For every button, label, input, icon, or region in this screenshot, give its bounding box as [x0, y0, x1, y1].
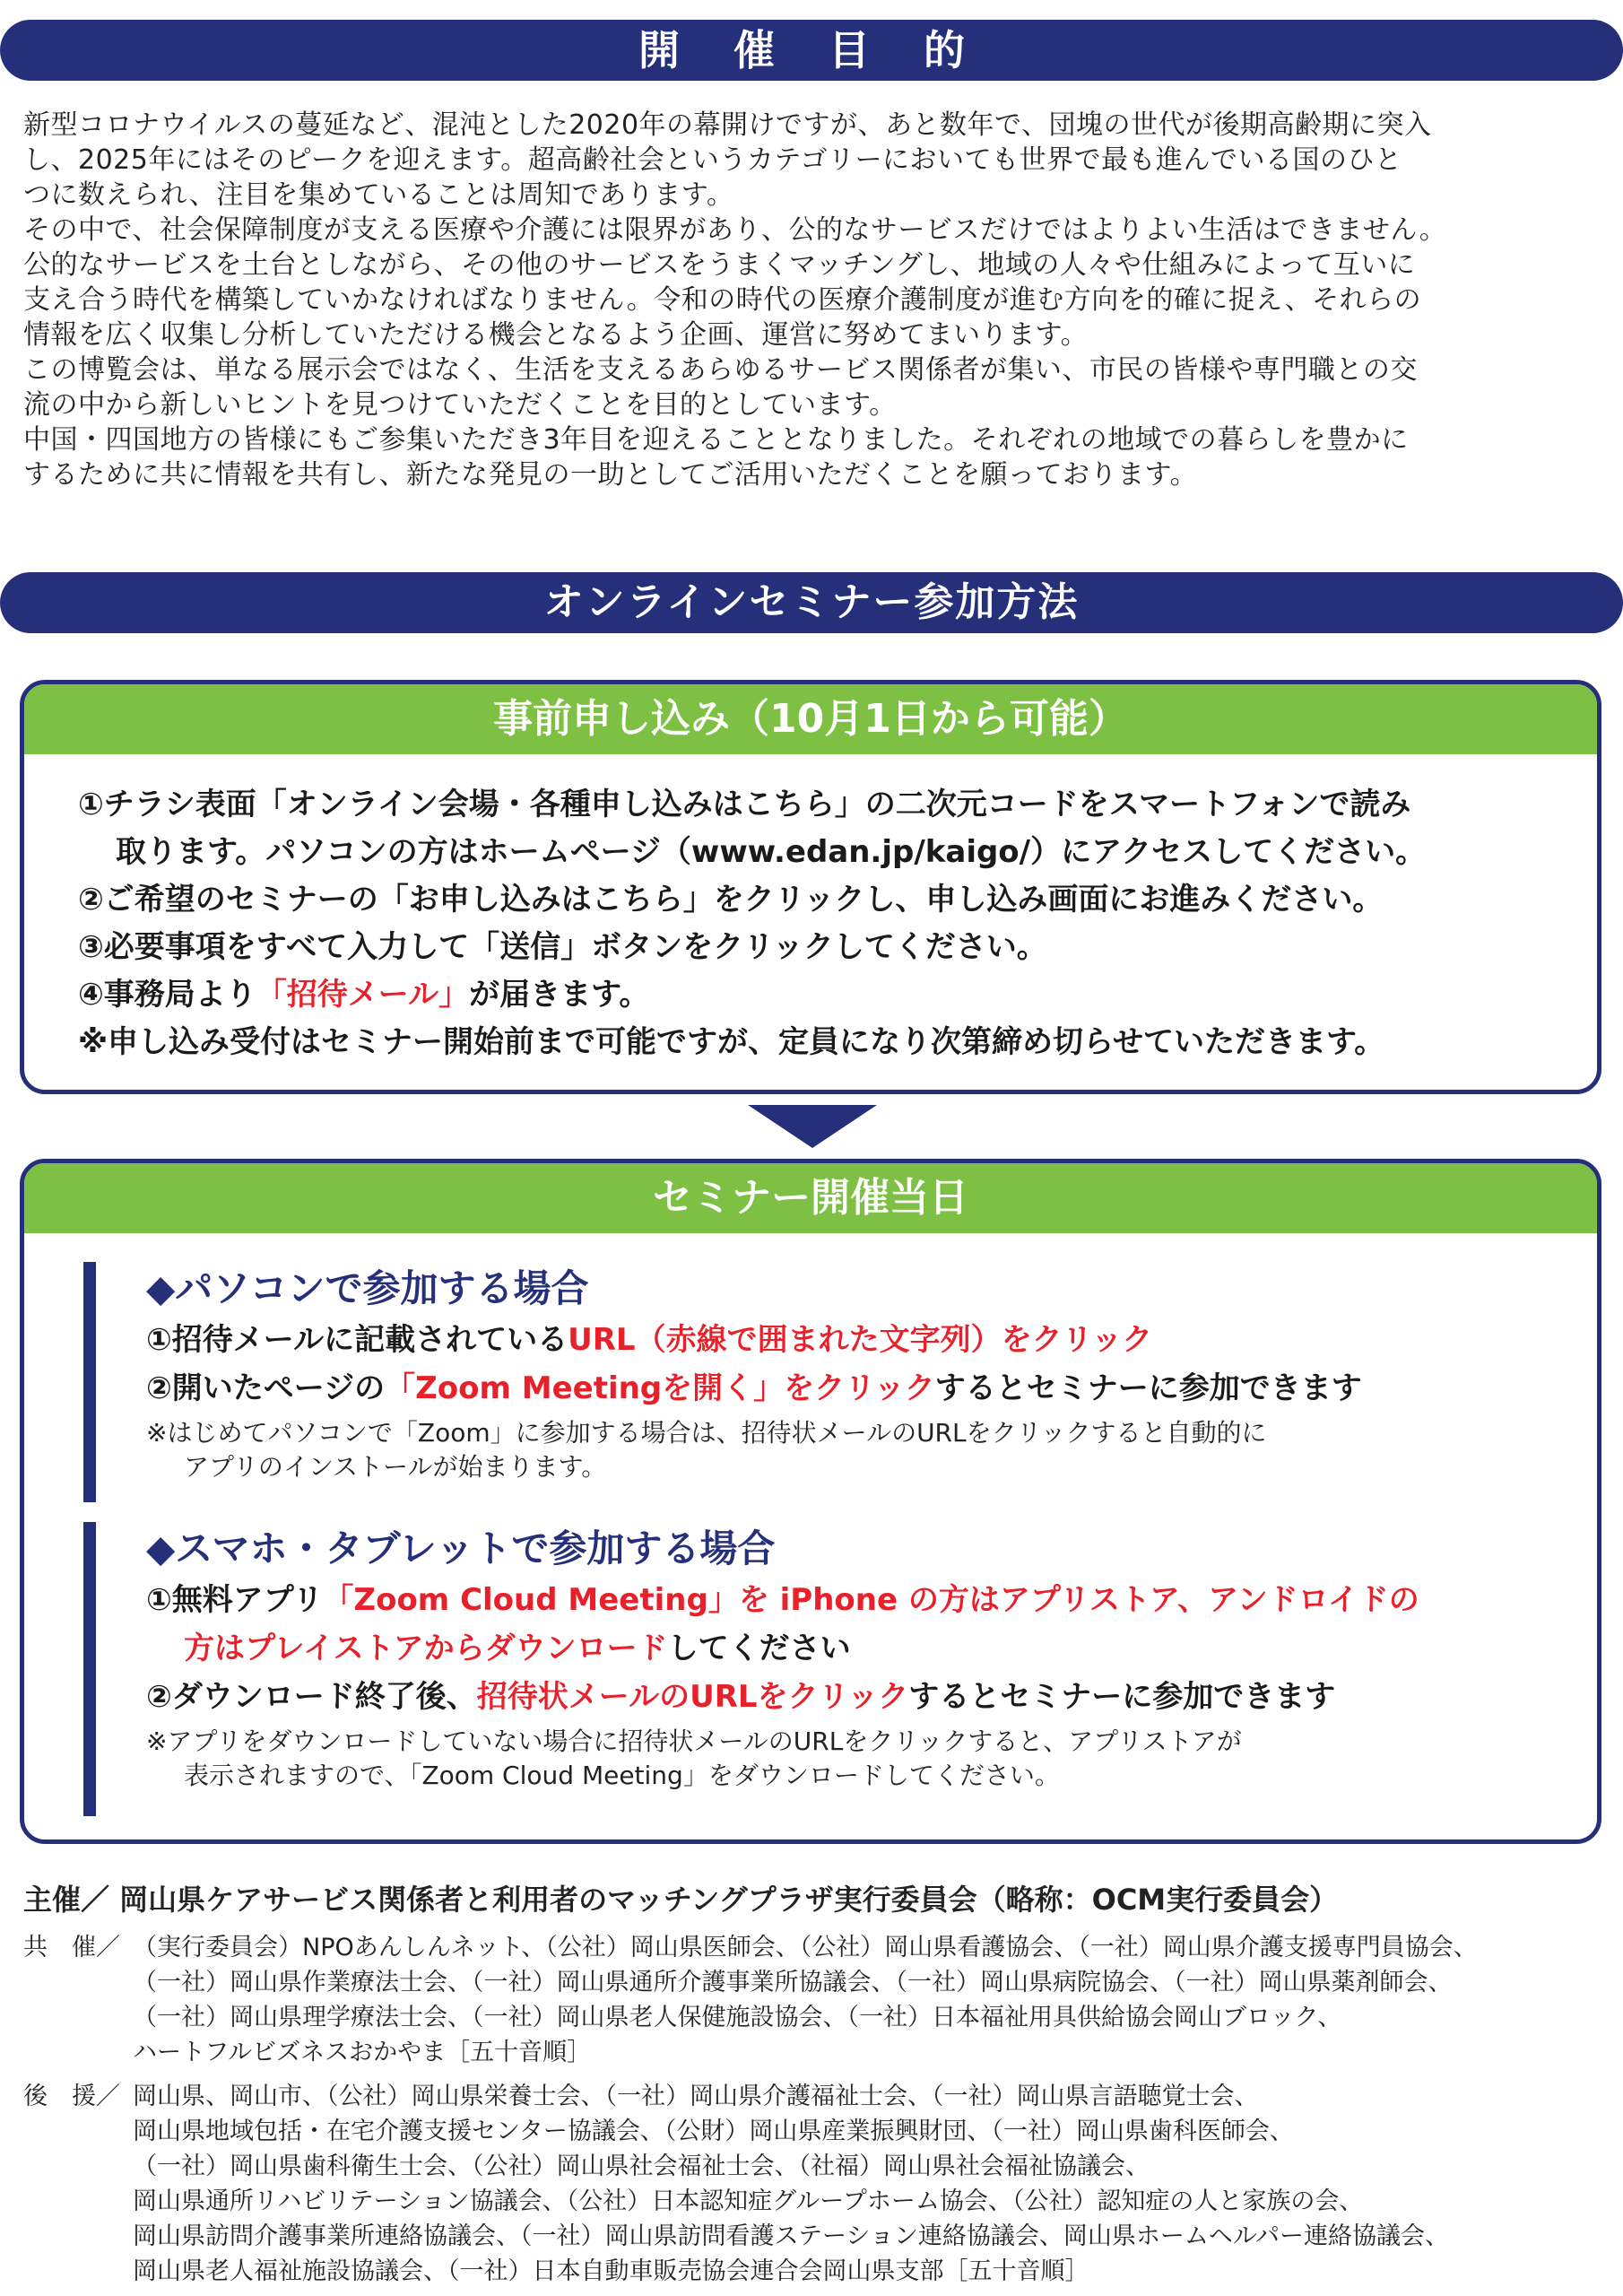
- support-group: [23, 2079, 1610, 2289]
- cosponsor-line: （一社）岡山県理学療法士会、（一社）岡山県老人保健施設協会、（一社）日本福祉用具供給協会岡山ブロック、: [133, 2004, 1342, 2031]
- down-arrow-icon: [748, 1105, 877, 1148]
- pc-section-title: ◆パソコンで参加する場合: [146, 1266, 589, 1310]
- sp-step-1-cont-highlight: 方はプレイストアからダウンロード: [184, 1631, 668, 1666]
- step-1-cont: 取ります。パソコンの方はホームページ（www.edan.jp/kaigo/）にアクセスしてください。: [116, 834, 1427, 870]
- pc-section: [83, 1262, 1590, 1502]
- pc-step-2: [146, 1364, 1590, 1413]
- preregistration-box: [20, 680, 1601, 1094]
- support-label: 後 援／: [23, 2083, 120, 2110]
- sp-step-1: [146, 1576, 1590, 1624]
- supporter-line: 岡山県訪問介護事業所連絡協議会、（一社）岡山県訪問看護ステーション連絡協議会、岡山県ホームヘルパー連絡協議会、: [133, 2222, 1449, 2250]
- purpose-paragraph: [23, 213, 1601, 352]
- sp-note-line-2: 表示されますので、「Zoom Cloud Meeting」をダウンロードしてください。: [184, 1761, 1060, 1790]
- purpose-paragraph: [23, 422, 1601, 492]
- sp-step-1-cont-suffix: してください: [667, 1631, 851, 1666]
- sp-note-line-1: ※アプリをダウンロードしていない場合に招待状メールのURLをクリックすると、アプリストアが: [146, 1726, 1242, 1756]
- pc-step-1: [146, 1316, 1590, 1364]
- cosponsor-line: ハートフルビズネスおかやま［五十音順］: [133, 2039, 592, 2066]
- step-4-prefix: ④事務局より: [78, 977, 256, 1013]
- text-line: 中国・四国地方の皆様にもご参集いただき3年目を迎えることとなりました。それぞれの地域での暮らしを豊かに: [23, 424, 1409, 456]
- smartphone-section-title: ◆スマホ・タブレットで参加する場合: [146, 1526, 776, 1570]
- footer-credits: [23, 1878, 1610, 2289]
- sp-step-2-highlight: 招待状メールのURLをクリック: [476, 1679, 909, 1715]
- supporter-line: （一社）岡山県歯科衛生士会、（公社）岡山県社会福祉士会、（社福）岡山県社会福祉協議会、: [133, 2152, 1150, 2180]
- supporter-line: 岡山県通所リハビリテーション協議会、（公社）日本認知症グループホーム協会、（公社）認知症の人と家族の会、: [133, 2187, 1364, 2215]
- sp-step-2-prefix: ②ダウンロード終了後、: [146, 1679, 477, 1715]
- text-line: その中で、社会保障制度が支える医療や介護には限界があり、公的なサービスだけではよりよい生活はできません。: [23, 214, 1447, 246]
- step-4-suffix: が届きます。: [469, 977, 650, 1013]
- text-line: 流の中から新しいヒントを見つけていただくことを目的としています。: [23, 389, 897, 421]
- text-line: つに数えられ、注目を集めていることは周知であります。: [23, 179, 734, 211]
- cosponsor-label: 共 催／: [23, 1934, 120, 1961]
- supporter-line: 岡山県老人福祉施設協議会、（一社）日本自動車販売協会連合会岡山県支部［五十音順］: [133, 2257, 1089, 2285]
- text-line: するために共に情報を共有し、新たな発見の一助としてご活用いただくことを願っております。: [23, 459, 1198, 491]
- text-line: 情報を広く収集し分析していただける機会となるよう企画、運営に努めてまいります。: [23, 319, 1089, 351]
- sp-step-1-prefix: ①無料アプリ: [146, 1582, 324, 1618]
- purpose-heading-banner: 開 催 目 的: [0, 20, 1623, 81]
- support-list: [133, 2079, 1449, 2289]
- supporter-line: 岡山県、岡山市、（公社）岡山県栄養士会、（一社）岡山県介護福祉士会、（一社）岡山県言語聴覚士会、: [133, 2083, 1259, 2110]
- cosponsor-line: （実行委員会）NPOあんしんネット、（公社）岡山県医師会、（公社）岡山県看護協会、（一社）岡山県介護支援専門員協会、: [133, 1934, 1478, 1961]
- step-4: [78, 971, 1597, 1019]
- pc-step-2-highlight: 「Zoom Meetingを開く」をクリック: [385, 1370, 935, 1406]
- pc-step-2-suffix: するとセミナーに参加できます: [934, 1370, 1362, 1406]
- preregistration-heading: 事前申し込み（10月1日から可能）: [24, 684, 1597, 754]
- section-bar: [83, 1262, 96, 1502]
- pc-note-line-1: ※はじめてパソコンで「Zoom」に参加する場合は、招待状メールのURLをクリックすると自動的に: [146, 1418, 1267, 1448]
- sp-step-1-cont: [146, 1624, 1590, 1673]
- preregistration-steps: [24, 754, 1597, 1066]
- purpose-text: [23, 108, 1601, 492]
- invite-mail-highlight: 「招待メール」: [256, 977, 470, 1013]
- seminar-day-box: [20, 1159, 1601, 1844]
- cosponsor-line: （一社）岡山県作業療法士会、（一社）岡山県通所介護事業所協議会、（一社）岡山県病院協会、（一社）岡山県薬剤師会、: [133, 1969, 1453, 1996]
- text-line: 公的なサービスを土台としながら、その他のサービスをうまくマッチングし、地域の人々や仕組みによって互いに: [23, 249, 1416, 281]
- cosponsor-group: [23, 1930, 1610, 2070]
- supporter-line: 岡山県地域包括・在宅介護支援センター協議会、（公財）岡山県産業振興財団、（一社）岡山県歯科医師会、: [133, 2118, 1294, 2145]
- pc-step-1-highlight: URL（赤線で囲まれた文字列）をクリック: [568, 1322, 1153, 1358]
- registration-note: ※申し込み受付はセミナー開始前まで可能ですが、定員になり次第締め切らせていただきます。: [78, 1024, 1385, 1060]
- pc-step-2-prefix: ②開いたページの: [146, 1370, 386, 1406]
- cosponsor-list: [133, 1930, 1478, 2070]
- step-3: ③必要事項をすべて入力して「送信」ボタンをクリックしてください。: [78, 929, 1047, 965]
- purpose-paragraph: [23, 108, 1601, 213]
- text-line: 新型コロナウイルスの蔓延など、混沌とした2020年の幕開けですが、あと数年で、団塊の世代が後期高齢期に突入: [23, 109, 1432, 141]
- pc-step-1-prefix: ①招待メールに記載されている: [146, 1322, 568, 1358]
- purpose-paragraph: [23, 352, 1601, 422]
- text-line: し、2025年にはそのピークを迎えます。超高齢社会というカテゴリーにおいても世界で最も進んでいる国のひと: [23, 144, 1402, 176]
- pc-note-line-2: アプリのインストールが始まります。: [184, 1452, 607, 1482]
- section-bar: [83, 1522, 96, 1816]
- text-line: この博覧会は、単なる展示会ではなく、生活を支えるあらゆるサービス関係者が集い、市民の皆様や専門職との交: [23, 354, 1418, 386]
- organizer: 主催／ 岡山県ケアサービス関係者と利用者のマッチングプラザ実行委員会（略称：OCM実行委員会）: [23, 1883, 1339, 1917]
- sp-step-1-highlight: 「Zoom Cloud Meeting」を iPhone の方はアプリストア、アンドロイドの: [323, 1582, 1419, 1618]
- sp-step-2: [146, 1673, 1590, 1721]
- smartphone-section: [83, 1522, 1590, 1816]
- sp-step-2-suffix: するとセミナーに参加できます: [908, 1679, 1336, 1715]
- seminar-day-heading: セミナー開催当日: [24, 1163, 1597, 1233]
- text-line: 支え合う時代を構築していかなければなりません。令和の時代の医療介護制度が進む方向を的確に捉え、それらの: [23, 284, 1422, 316]
- step-1: ①チラシ表面「オンライン会場・各種申し込みはこちら」の二次元コードをスマートフォンで読み: [78, 787, 1411, 822]
- online-seminar-method-banner: オンラインセミナー参加方法: [0, 572, 1623, 633]
- step-2: ②ご希望のセミナーの「お申し込みはこちら」をクリックし、申し込み画面にお進みください。: [78, 882, 1384, 918]
